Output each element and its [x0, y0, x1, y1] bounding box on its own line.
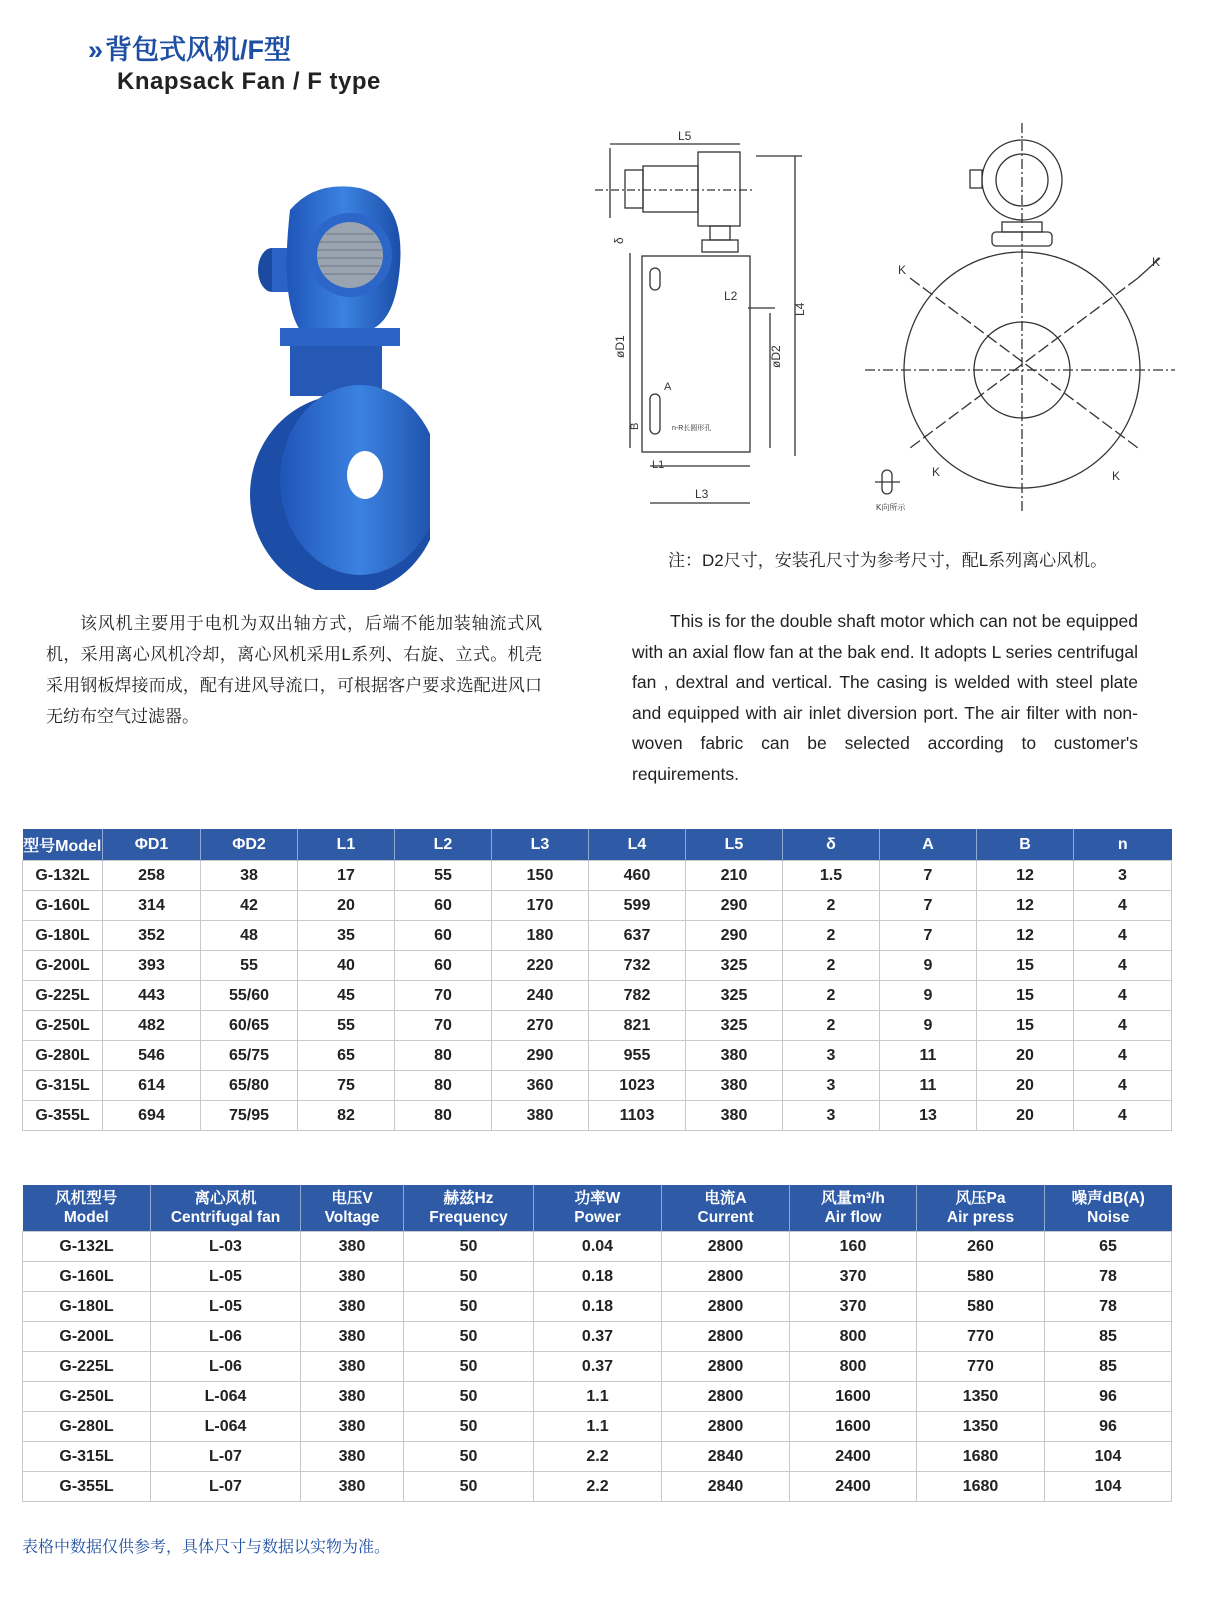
description-cn: 该风机主要用于电机为双出轴方式，后端不能加装轴流式风机，采用离心风机冷却，离心风机采用L系列、右旋、立式。机壳采用钢板焊接而成，配有进风导流口，可根据客户要求选配进风口无纺布空气过滤器。 [46, 614, 542, 726]
table-cell: 955 [589, 1041, 686, 1071]
table-cell: 380 [301, 1232, 404, 1262]
table-cell: 75/95 [201, 1101, 298, 1131]
table-cell: L-07 [151, 1442, 301, 1472]
column-header-cn: 噪声dB(A) [1071, 1190, 1145, 1207]
chevron-icon: » [88, 35, 104, 65]
table-cell: 80 [395, 1041, 492, 1071]
table-cell: 580 [917, 1262, 1045, 1292]
column-header: δ [783, 829, 880, 861]
column-header-en: Current [697, 1209, 754, 1226]
table-cell: 55/60 [201, 981, 298, 1011]
table-row [23, 1101, 1172, 1131]
table-cell: L-07 [151, 1472, 301, 1502]
table-cell: 380 [301, 1322, 404, 1352]
table-cell: 65/75 [201, 1041, 298, 1071]
table-cell: 85 [1045, 1352, 1172, 1382]
table-cell: 380 [686, 1041, 783, 1071]
table-cell: 325 [686, 1011, 783, 1041]
dim-d1: øD1 [613, 335, 627, 358]
table-cell: 580 [917, 1292, 1045, 1322]
column-header: L4 [589, 829, 686, 861]
table-cell: 12 [977, 861, 1074, 891]
column-header-en: Air press [946, 1209, 1015, 1226]
table-cell: 104 [1045, 1442, 1172, 1472]
table-cell: 2400 [790, 1442, 917, 1472]
table-cell: 380 [492, 1101, 589, 1131]
table-cell: 180 [492, 921, 589, 951]
table-cell: 2800 [662, 1292, 790, 1322]
table-cell: 70 [395, 981, 492, 1011]
table-row [23, 891, 1172, 921]
table-cell: G-160L [23, 891, 103, 921]
table-cell: 7 [880, 921, 977, 951]
column-header-en: Voltage [324, 1209, 380, 1226]
table-cell: G-160L [23, 1262, 151, 1292]
table-cell: 65/80 [201, 1071, 298, 1101]
table-cell: 614 [103, 1071, 201, 1101]
table-cell: 78 [1045, 1262, 1172, 1292]
table-cell: 17 [298, 861, 395, 891]
table-cell: 800 [790, 1322, 917, 1352]
column-header-en: Model [63, 1209, 109, 1226]
table-row [23, 1232, 1172, 1262]
table-cell: 325 [686, 981, 783, 1011]
column-header: L2 [395, 829, 492, 861]
table-row [23, 861, 1172, 891]
table-cell: 35 [298, 921, 395, 951]
dim-d2: øD2 [769, 345, 783, 368]
column-header [917, 1185, 1045, 1232]
column-header-cn: 电压V [331, 1190, 373, 1207]
table-cell: 7 [880, 861, 977, 891]
column-header: A [880, 829, 977, 861]
title-en: Knapsack Fan / F type [117, 68, 381, 95]
label-k3: K [932, 465, 941, 479]
table-row [23, 1262, 1172, 1292]
column-header-en: Air flow [824, 1209, 882, 1226]
table-cell: 314 [103, 891, 201, 921]
table-cell: 1350 [917, 1382, 1045, 1412]
table-cell: 380 [301, 1262, 404, 1292]
table-cell: 370 [790, 1292, 917, 1322]
table-cell: 42 [201, 891, 298, 921]
table-cell: 12 [977, 921, 1074, 951]
table-cell: 3 [783, 1041, 880, 1071]
table-row [23, 1412, 1172, 1442]
dim-l2: L2 [724, 289, 738, 303]
table-cell: 380 [301, 1412, 404, 1442]
table-cell: 55 [298, 1011, 395, 1041]
table-cell: 60 [395, 921, 492, 951]
table-cell: 1680 [917, 1442, 1045, 1472]
technical-drawing [590, 118, 1190, 528]
dim-l3: L3 [695, 487, 709, 501]
table-cell: 1023 [589, 1071, 686, 1101]
table-cell: 11 [880, 1071, 977, 1101]
table-cell: 821 [589, 1011, 686, 1041]
table-cell: 80 [395, 1101, 492, 1131]
table-cell: 96 [1045, 1412, 1172, 1442]
table-cell: 3 [1074, 861, 1172, 891]
table-row [23, 1292, 1172, 1322]
front-view [865, 123, 1175, 513]
side-view [595, 129, 807, 503]
table-cell: 15 [977, 1011, 1074, 1041]
table-cell: 2 [783, 921, 880, 951]
column-header [1045, 1185, 1172, 1232]
table-cell: G-355L [23, 1472, 151, 1502]
table-cell: 4 [1074, 1071, 1172, 1101]
column-header-cn: 功率W [574, 1190, 621, 1207]
label-k4: K [1112, 469, 1121, 483]
table-cell: 210 [686, 861, 783, 891]
table-cell: 380 [686, 1071, 783, 1101]
table-cell: L-03 [151, 1232, 301, 1262]
table-cell: 170 [492, 891, 589, 921]
table-cell: 20 [298, 891, 395, 921]
table-cell: 45 [298, 981, 395, 1011]
table-cell: 11 [880, 1041, 977, 1071]
table-cell: 80 [395, 1071, 492, 1101]
table-cell: 1.1 [534, 1382, 662, 1412]
table-cell: 4 [1074, 1101, 1172, 1131]
table-cell: 2.2 [534, 1442, 662, 1472]
table-row [23, 1352, 1172, 1382]
table-cell: 2800 [662, 1232, 790, 1262]
table-row [23, 981, 1172, 1011]
table-cell: 20 [977, 1101, 1074, 1131]
table-cell: 270 [492, 1011, 589, 1041]
table-row [23, 1382, 1172, 1412]
table-cell: 60 [395, 891, 492, 921]
table-cell: G-250L [23, 1011, 103, 1041]
table-cell: 290 [686, 921, 783, 951]
footnote: 表格中数据仅供参考，具体尺寸与数据以实物为准。 [22, 1539, 391, 1556]
table-cell: 20 [977, 1071, 1074, 1101]
table-cell: 380 [301, 1472, 404, 1502]
table-row [23, 951, 1172, 981]
table-cell: 48 [201, 921, 298, 951]
column-header [151, 1185, 301, 1232]
table-cell: 0.04 [534, 1232, 662, 1262]
table-cell: L-064 [151, 1382, 301, 1412]
table-cell: 0.18 [534, 1262, 662, 1292]
table-cell: 82 [298, 1101, 395, 1131]
table-cell: 2800 [662, 1412, 790, 1442]
table-cell: 55 [201, 951, 298, 981]
table-cell: 50 [404, 1412, 534, 1442]
table-cell: 13 [880, 1101, 977, 1131]
table-row [23, 1071, 1172, 1101]
dim-a: A [664, 381, 672, 393]
table-cell: 380 [686, 1101, 783, 1131]
table-cell: 60/65 [201, 1011, 298, 1041]
table-cell: 770 [917, 1352, 1045, 1382]
table-cell: 770 [917, 1322, 1045, 1352]
table-cell: L-05 [151, 1292, 301, 1322]
performance-table-header [23, 1185, 1172, 1232]
dimension-table [22, 829, 1172, 1131]
column-header [23, 1185, 151, 1232]
table-cell: 160 [790, 1232, 917, 1262]
table-cell: G-315L [23, 1442, 151, 1472]
table-cell: 9 [880, 981, 977, 1011]
column-header: n [1074, 829, 1172, 861]
column-header-en: Frequency [429, 1209, 508, 1226]
table-cell: 2800 [662, 1322, 790, 1352]
table-cell: 12 [977, 891, 1074, 921]
table-cell: 40 [298, 951, 395, 981]
column-header [404, 1185, 534, 1232]
table-cell: 380 [301, 1352, 404, 1382]
dim-b: B [629, 422, 641, 430]
table-cell: G-180L [23, 1292, 151, 1322]
table-cell: 4 [1074, 891, 1172, 921]
table-cell: 732 [589, 951, 686, 981]
table-cell: 599 [589, 891, 686, 921]
column-header: L3 [492, 829, 589, 861]
table-cell: 75 [298, 1071, 395, 1101]
table-cell: 50 [404, 1262, 534, 1292]
table-cell: 2 [783, 891, 880, 921]
column-header: 型号Model [23, 829, 103, 861]
table-cell: 380 [301, 1442, 404, 1472]
table-cell: 1.5 [783, 861, 880, 891]
k-view-label: K向所示 [876, 503, 906, 512]
table-cell: 7 [880, 891, 977, 921]
table-cell: 325 [686, 951, 783, 981]
table-cell: 637 [589, 921, 686, 951]
table-cell: 9 [880, 1011, 977, 1041]
table-cell: G-280L [23, 1412, 151, 1442]
table-cell: G-132L [23, 1232, 151, 1262]
table-cell: 240 [492, 981, 589, 1011]
label-k2: K [1152, 255, 1161, 269]
table-cell: 460 [589, 861, 686, 891]
column-header-cn: 赫兹Hz [443, 1190, 494, 1207]
table-row [23, 1041, 1172, 1071]
dimension-table-header [23, 829, 1172, 861]
dim-l4: L4 [793, 302, 807, 316]
table-row [23, 1322, 1172, 1352]
table-cell: G-355L [23, 1101, 103, 1131]
table-cell: 9 [880, 951, 977, 981]
drawing-note: 注：D2尺寸，安装孔尺寸为参考尺寸，配L系列离心风机。 [668, 551, 1108, 570]
hole-note: n-R长圆形孔 [672, 425, 712, 432]
table-cell: 70 [395, 1011, 492, 1041]
table-row [23, 1472, 1172, 1502]
table-cell: 380 [301, 1382, 404, 1412]
table-cell: G-315L [23, 1071, 103, 1101]
table-cell: 782 [589, 981, 686, 1011]
table-cell: 20 [977, 1041, 1074, 1071]
table-cell: 1.1 [534, 1412, 662, 1442]
table-cell: G-200L [23, 951, 103, 981]
dim-delta: δ [612, 237, 626, 244]
title-cn: 背包式风机/F型 [105, 35, 292, 65]
table-cell: 546 [103, 1041, 201, 1071]
table-cell: G-132L [23, 861, 103, 891]
description-en: This is for the double shaft motor which can not be equipped with an axial flow fan at the bak end. It adopts L series centrifugal fan , dextral and vertical. The casing is welded with steel plate and equipped with air inlet diversion port. The air filter with non-woven fabric can be selected according to customer's requirements. [632, 611, 1138, 784]
table-cell: 1103 [589, 1101, 686, 1131]
table-cell: 4 [1074, 1041, 1172, 1071]
table-cell: 50 [404, 1382, 534, 1412]
column-header-cn: 离心风机 [194, 1190, 257, 1207]
column-header: ΦD2 [201, 829, 298, 861]
column-header-en: Centrifugal fan [170, 1209, 281, 1226]
table-cell: 2840 [662, 1472, 790, 1502]
table-cell: 443 [103, 981, 201, 1011]
table-cell: 2800 [662, 1382, 790, 1412]
table-cell: 4 [1074, 951, 1172, 981]
column-header-cn: 风压Pa [955, 1190, 1006, 1207]
table-cell: 60 [395, 951, 492, 981]
column-header: L5 [686, 829, 783, 861]
table-cell: 4 [1074, 981, 1172, 1011]
table-cell: 78 [1045, 1292, 1172, 1322]
column-header-cn: 风量m³/h [821, 1190, 885, 1207]
page-title [88, 28, 291, 67]
table-cell: L-064 [151, 1412, 301, 1442]
table-cell: L-06 [151, 1352, 301, 1382]
performance-table [22, 1185, 1172, 1502]
table-cell: 85 [1045, 1322, 1172, 1352]
table-cell: G-200L [23, 1322, 151, 1352]
column-header-en: Noise [1087, 1209, 1130, 1226]
table-cell: 694 [103, 1101, 201, 1131]
table-cell: 50 [404, 1322, 534, 1352]
table-cell: 50 [404, 1352, 534, 1382]
label-k1: K [898, 263, 907, 277]
table-cell: 290 [686, 891, 783, 921]
table-cell: 65 [298, 1041, 395, 1071]
table-cell: 50 [404, 1442, 534, 1472]
table-cell: G-225L [23, 981, 103, 1011]
table-cell: 290 [492, 1041, 589, 1071]
table-cell: 2 [783, 1011, 880, 1041]
table-cell: 220 [492, 951, 589, 981]
table-cell: L-05 [151, 1262, 301, 1292]
table-cell: 0.37 [534, 1352, 662, 1382]
column-header-cn: 电流A [704, 1190, 747, 1207]
table-cell: 380 [301, 1292, 404, 1322]
fan-product-photo [220, 170, 430, 590]
table-cell: 258 [103, 861, 201, 891]
table-cell: G-225L [23, 1352, 151, 1382]
column-header: L1 [298, 829, 395, 861]
column-header [534, 1185, 662, 1232]
table-cell: 393 [103, 951, 201, 981]
table-cell: 2800 [662, 1262, 790, 1292]
table-cell: 0.18 [534, 1292, 662, 1322]
table-cell: 1680 [917, 1472, 1045, 1502]
column-header [301, 1185, 404, 1232]
table-cell: 1600 [790, 1412, 917, 1442]
table-cell: 4 [1074, 1011, 1172, 1041]
table-cell: 482 [103, 1011, 201, 1041]
table-cell: 800 [790, 1352, 917, 1382]
table-cell: 15 [977, 951, 1074, 981]
table-cell: 150 [492, 861, 589, 891]
table-cell: 50 [404, 1232, 534, 1262]
column-header: B [977, 829, 1074, 861]
table-cell: 38 [201, 861, 298, 891]
table-cell: 104 [1045, 1472, 1172, 1502]
table-cell: 50 [404, 1292, 534, 1322]
table-cell: 260 [917, 1232, 1045, 1262]
table-cell: 0.37 [534, 1322, 662, 1352]
table-cell: 352 [103, 921, 201, 951]
table-row [23, 1011, 1172, 1041]
table-cell: L-06 [151, 1322, 301, 1352]
table-cell: G-250L [23, 1382, 151, 1412]
table-cell: G-180L [23, 921, 103, 951]
table-cell: 360 [492, 1071, 589, 1101]
table-cell: 2.2 [534, 1472, 662, 1502]
dim-l5: L5 [678, 129, 692, 143]
table-cell: 4 [1074, 921, 1172, 951]
column-header [790, 1185, 917, 1232]
column-header-en: Power [574, 1209, 621, 1226]
table-cell: 65 [1045, 1232, 1172, 1262]
table-row [23, 1442, 1172, 1472]
table-cell: 1350 [917, 1412, 1045, 1442]
table-cell: 15 [977, 981, 1074, 1011]
table-cell: 3 [783, 1071, 880, 1101]
dim-l1: L1 [652, 459, 665, 471]
table-cell: 55 [395, 861, 492, 891]
table-cell: 2800 [662, 1352, 790, 1382]
table-cell: 50 [404, 1472, 534, 1502]
table-cell: 2840 [662, 1442, 790, 1472]
table-cell: 1600 [790, 1382, 917, 1412]
column-header-cn: 风机型号 [55, 1190, 118, 1207]
table-cell: 2 [783, 951, 880, 981]
column-header [662, 1185, 790, 1232]
table-cell: 2400 [790, 1472, 917, 1502]
table-cell: G-280L [23, 1041, 103, 1071]
table-row [23, 921, 1172, 951]
table-cell: 96 [1045, 1382, 1172, 1412]
table-cell: 3 [783, 1101, 880, 1131]
table-cell: 370 [790, 1262, 917, 1292]
table-cell: 2 [783, 981, 880, 1011]
column-header: ΦD1 [103, 829, 201, 861]
